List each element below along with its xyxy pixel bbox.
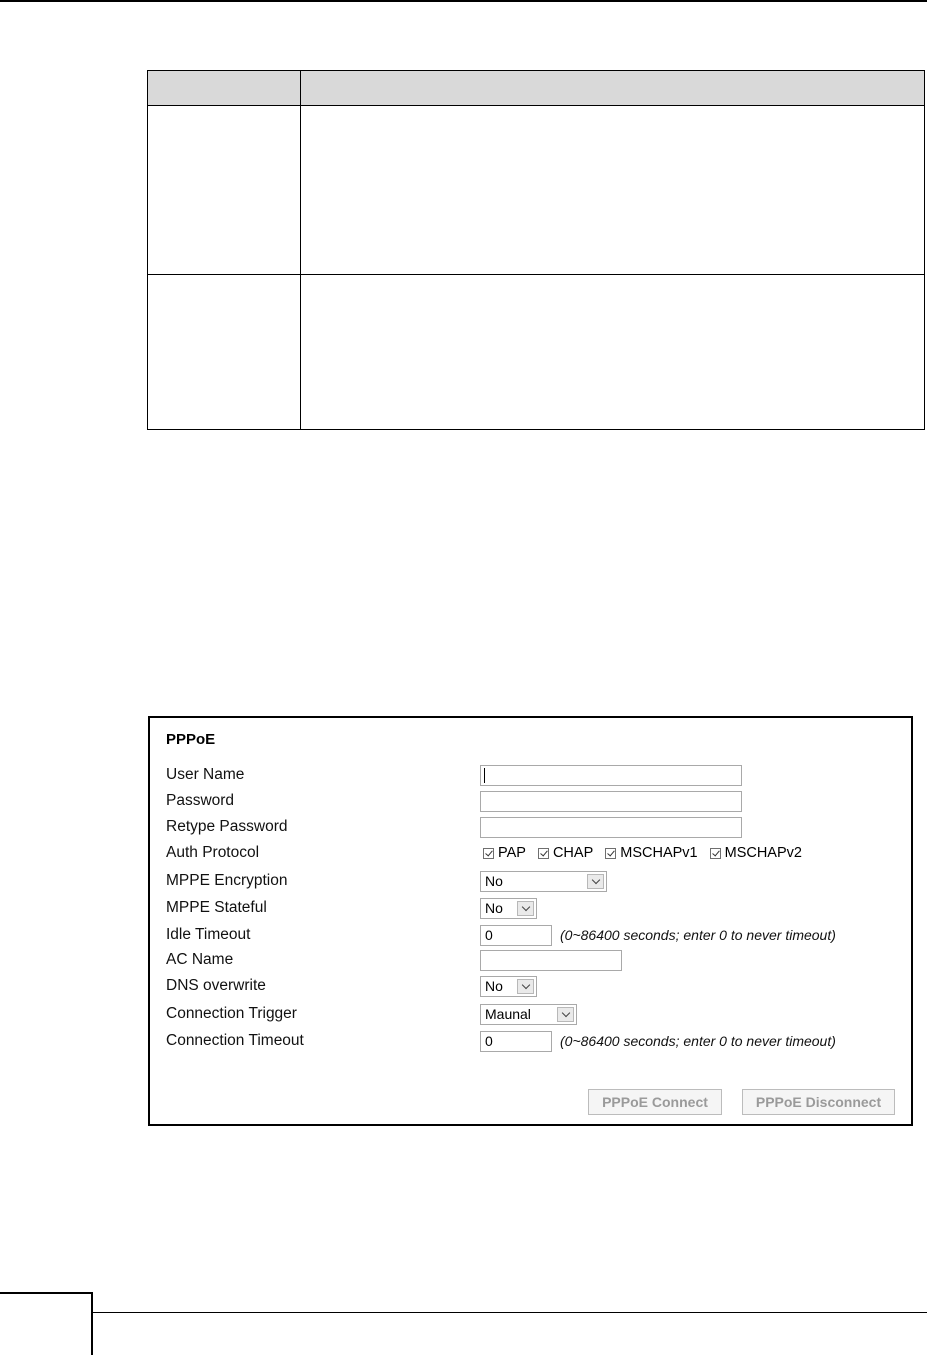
connection-timeout-hint: (0~86400 seconds; enter 0 to never timeout) <box>560 1033 836 1049</box>
mppe-stateful-select[interactable]: No <box>480 898 537 919</box>
auth-protocol-label: Auth Protocol <box>166 844 260 861</box>
mppe-encryption-label: MPPE Encryption <box>166 872 288 889</box>
table-cell <box>148 275 301 430</box>
checkbox-checked-icon <box>538 848 549 859</box>
checkbox-checked-icon <box>710 848 721 859</box>
table-header-cell <box>301 71 925 106</box>
idle-timeout-label: Idle Timeout <box>166 926 251 943</box>
dns-overwrite-label: DNS overwrite <box>166 977 266 994</box>
pppoe-disconnect-button[interactable]: PPPoE Disconnect <box>742 1089 895 1115</box>
table-header-cell <box>148 71 301 106</box>
table-cell <box>148 106 301 275</box>
text-cursor <box>484 768 485 783</box>
header-rule <box>0 0 927 2</box>
table-cell <box>301 106 925 275</box>
retype-password-row <box>150 816 911 838</box>
table-row <box>148 106 925 275</box>
ac-name-row <box>150 949 911 971</box>
footer-rule <box>93 1312 927 1313</box>
checkbox-checked-icon <box>605 848 616 859</box>
retype-password-label: Retype Password <box>166 818 288 835</box>
table-header-row <box>148 71 925 106</box>
mppe-stateful-label: MPPE Stateful <box>166 899 267 916</box>
chevron-down-icon <box>587 874 604 889</box>
user-name-label: User Name <box>166 766 245 783</box>
password-input[interactable] <box>480 791 742 812</box>
mppe-encryption-row <box>150 870 911 892</box>
chevron-down-icon <box>517 979 534 994</box>
auth-protocol-row <box>150 842 911 864</box>
pap-checkbox[interactable]: PAP <box>483 845 526 861</box>
connection-trigger-select[interactable]: Maunal <box>480 1004 577 1025</box>
pppoe-panel <box>148 716 913 1126</box>
idle-timeout-hint: (0~86400 seconds; enter 0 to never timeout) <box>560 927 836 943</box>
mschapv2-checkbox[interactable]: MSCHAPv2 <box>710 845 802 861</box>
checkbox-checked-icon <box>483 848 494 859</box>
chap-checkbox[interactable]: CHAP <box>538 845 593 861</box>
idle-timeout-row <box>150 924 911 946</box>
ac-name-input[interactable] <box>480 950 622 971</box>
retype-password-input[interactable] <box>480 817 742 838</box>
idle-timeout-input[interactable]: 0 <box>480 925 552 946</box>
mppe-stateful-row <box>150 897 911 919</box>
connection-timeout-input[interactable]: 0 <box>480 1031 552 1052</box>
chevron-down-icon <box>557 1007 574 1022</box>
user-name-input[interactable] <box>480 765 742 786</box>
table-row <box>148 275 925 430</box>
chevron-down-icon <box>517 901 534 916</box>
password-label: Password <box>166 792 235 809</box>
panel-title: PPPoE <box>166 731 216 748</box>
dns-overwrite-select[interactable]: No <box>480 976 537 997</box>
pppoe-connect-button[interactable]: PPPoE Connect <box>588 1089 722 1115</box>
ac-name-label: AC Name <box>166 951 234 968</box>
table-cell <box>301 275 925 430</box>
dns-overwrite-row <box>150 975 911 997</box>
connection-timeout-row <box>150 1030 911 1052</box>
connection-trigger-label: Connection Trigger <box>166 1005 297 1022</box>
page-number-box <box>0 1292 93 1355</box>
mschapv1-checkbox[interactable]: MSCHAPv1 <box>605 845 697 861</box>
user-name-row <box>150 764 911 786</box>
connection-trigger-row <box>150 1003 911 1025</box>
description-table <box>147 70 925 430</box>
connection-timeout-label: Connection Timeout <box>166 1032 304 1049</box>
mppe-encryption-select[interactable]: No <box>480 871 607 892</box>
password-row <box>150 790 911 812</box>
